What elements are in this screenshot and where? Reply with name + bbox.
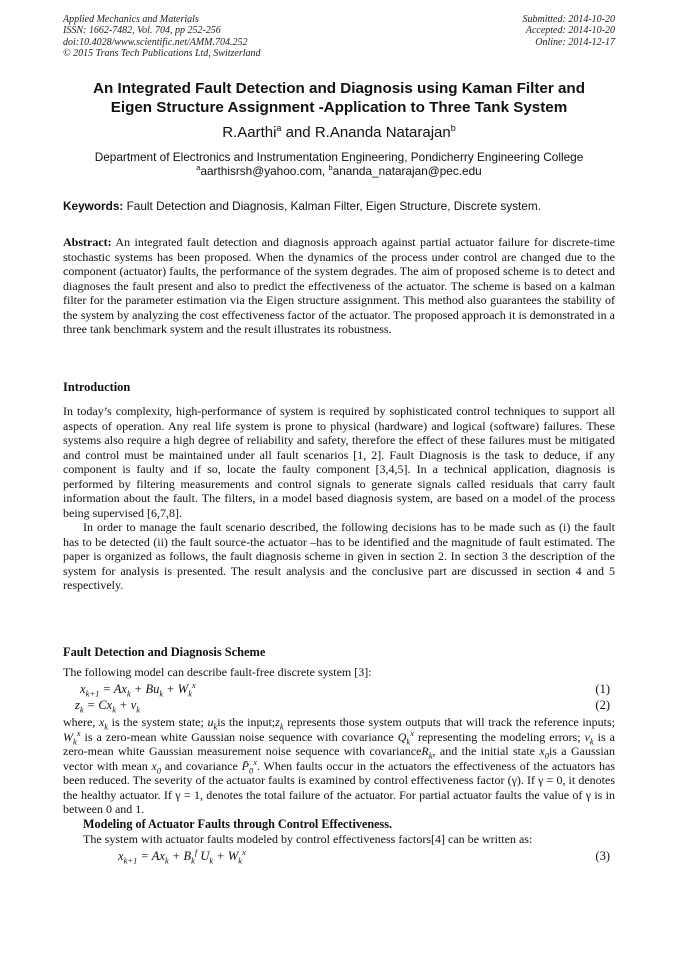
where-text: represents those system outputs that will track the reference inputs;	[283, 715, 615, 729]
author-line	[60, 124, 618, 142]
date-submitted: Submitted: 2014-10-20	[522, 14, 615, 25]
equation-1-number: (1)	[595, 682, 610, 696]
journal-name: Applied Mechanics and Materials	[63, 14, 199, 25]
equation-2-formula: $z_k = Cx_k + v_k$	[75, 698, 141, 715]
equation-3-number: (3)	[595, 849, 610, 863]
where-text: and covariance	[161, 758, 242, 773]
keywords-text: Fault Detection and Diagnosis, Kalman Filter, Eigen Structure, Discrete system.	[123, 199, 541, 213]
actuator-faults-subheading: Modeling of Actuator Faults through Control Effectiveness.	[83, 817, 393, 831]
equation-1-formula: $x_{k+1} = Ax_k + Bu_k + W_k^x$	[80, 679, 196, 699]
variable-definitions: where, $x_k$ is the system state; $u_kis$ the $input;z_k$ represents those system outputs that will track the reference inputs; $W_k^x$ is a zero-mean white Gaussian noise sequence with covariance $Q_k^x$ representing the modeling errors; $v_k$ is a zero-mean white Gaussian measurement noise sequence with covarianceR$_k$, and the initial state $x_0is$ a Gaussian vector with mean $x_0$ and covariance $P̄_0^x$. When faults occur in the actuators the effectiveness of the actuators has been reduced. The severity of the actuator faults is examined by control effectiveness factor (γ). If γ = 0, it denotes the healthy actuator. If γ = 1, denotes the total failure of the actuator. For partial actuator faults the value of γ is in between 0 and 1.	[63, 715, 615, 816]
submission-dates	[523, 14, 616, 48]
email-1: aarthisrsh@yahoo.com,	[200, 164, 329, 178]
where-text: where,	[63, 715, 99, 729]
journal-copyright: © 2015 Trans Tech Publications Ltd, Switzerland	[63, 48, 261, 60]
where-text: representing the modeling errors;	[413, 729, 585, 744]
affiliation-dept: Department of Electronics and Instrumentation Engineering, Pondicherry Engineering College	[94, 150, 584, 164]
introduction-heading: Introduction	[63, 380, 131, 394]
where-text: . When faults occur in the actuators the effectiveness of the actuators has been reduced. The severity of the actuator faults is examined by control effectiveness factor (γ). If γ = 0, it denotes the healthy actuator. If γ = 1, denotes the total failure of the actuator. For partial actuator faults the value of γ is in between 0 and 1.	[63, 758, 615, 816]
title-line-1: An Integrated Fault Detection and Diagnosis using Kaman Filter and	[93, 80, 585, 97]
abstract	[63, 235, 615, 337]
affiliation	[40, 150, 638, 178]
fdd-intro: The following model can describe fault-free discrete system [3]:	[63, 665, 372, 679]
date-online: Online: 2014-12-17	[535, 36, 615, 48]
actuator-faults-text: The system with actuator faults modeled by control effectiveness factors[4] can be written as:	[83, 832, 533, 846]
journal-info	[63, 14, 261, 60]
where-text: is a zero-mean white Gaussian noise sequence with covariance	[80, 729, 398, 744]
equation-3	[63, 846, 615, 866]
author-1: R.Aarthi	[222, 124, 277, 141]
equation-2	[63, 698, 615, 713]
equation-1	[63, 679, 615, 699]
affiliation-emails	[40, 164, 638, 178]
author-1-mark: a	[276, 123, 282, 133]
introduction-paragraph-2: In order to manage the fault scenario described, the following decisions has to be made such as (i) the fault has to be detected (ii) the fault source-the actuator –has to be identified and the magnitude of fault estimated. The paper is organized as follows, the fault diagnosis scheme in given in section 2. In section 3 the description of the system for analysis is presented. The result analysis and the conclusive part are discussed in section 4 and 5 respectively.	[63, 520, 615, 592]
journal-issn: ISSN: 1662-7482, Vol. 704, pp 252-256	[63, 25, 221, 37]
abstract-label: Abstract:	[63, 235, 112, 249]
email-2: ananda_natarajan@pec.edu	[332, 164, 482, 178]
author-joiner: and	[281, 124, 315, 141]
title-line-2: Eigen Structure Assignment -Application to Three Tank System	[110, 98, 568, 116]
equation-3-formula: $x_{k+1} = Ax_k + B_k^f$ $U_k + W_k^x$	[118, 846, 246, 866]
introduction-body	[63, 404, 615, 593]
fdd-heading: Fault Detection and Diagnosis Scheme	[63, 645, 266, 659]
introduction-paragraph-1: In today’s complexity, high-performance of system is required by sophisticated control techniques to support all aspects of operation. Any real life system is prone to physical (hardware) and logical (software) failures. These systems also require a high degree of reliability and safety, therefore the effect of these failures must be mitigated and control must be maintained under all fault scenarios [1, 2]. Fault Diagnosis is the task to deduce, if any component is faulty and if so, locate the faulty component [3,4,5]. In a technical application, diagnosis is performed by filtering measurements and control signals to generate signals called residuals that carry fault information about the fault. The filters, in a model based diagnosis system, are based on a model of the process being supervised [6,7,8].	[63, 404, 615, 520]
author-2: R.Ananda Natarajan	[314, 124, 451, 141]
where-text: and the initial state	[435, 744, 540, 758]
where-text: is a Gaussian vector with mean	[63, 744, 615, 773]
equation-2-number: (2)	[595, 698, 610, 712]
author-2-mark: b	[450, 123, 456, 133]
where-text: is the system state;	[108, 715, 208, 729]
email-1-mark: a	[196, 163, 201, 173]
abstract-text: An integrated fault detection and diagnosis approach against partial actuator failure for discrete-time stochastic systems has been proposed. When the dynamics of the process under control are changed due to the component (actuator) faults, the performance of the system degrades. The aim of proposed scheme is to detect and diagnoses the fault present and also to predict the effectiveness of the actuator. The scheme is based on a kalman filter for the parameter estimation via the Eigen structure assignment. This method also guarantees the stability of the system by analyzing the cost effectiveness factor of the actuator. The proposed approach it is demonstrated in a three tank benchmark system and the result illustrates its robustness.	[63, 235, 615, 336]
date-accepted: Accepted: 2014-10-20	[525, 25, 615, 37]
keywords	[63, 199, 615, 213]
where-text: is a zero-mean white Gaussian measurement noise sequence with covariance	[63, 729, 615, 758]
email-2-mark: b	[328, 163, 333, 173]
paper-title	[60, 80, 618, 117]
keywords-label: Keywords:	[63, 199, 124, 213]
where-text: is the input;	[217, 715, 276, 729]
journal-doi: doi:10.4028/www.scientific.net/AMM.704.252	[63, 36, 248, 48]
